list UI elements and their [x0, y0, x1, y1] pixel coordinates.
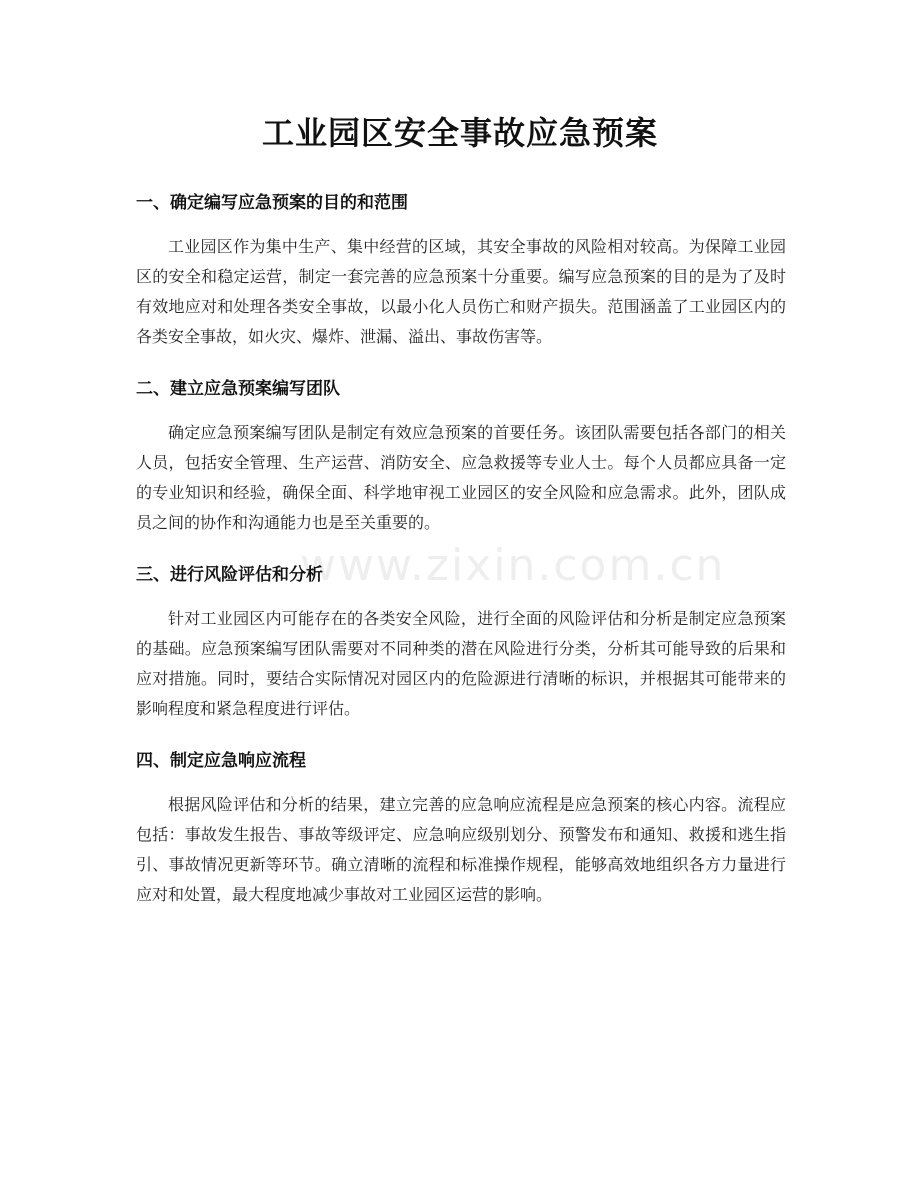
section-team	[136, 372, 786, 538]
section-heading: 一、确定编写应急预案的目的和范围	[136, 193, 408, 213]
section-paragraph: 确定应急预案编写团队是制定有效应急预案的首要任务。该团队需要包括各部门的相关人员，包括安全管理、生产运营、消防安全、应急救援等专业人士。每个人员都应具备一定的专业知识和经验，确保全面、科学地审视工业园区的安全风险和应急需求。此外，团队成员之间的协作和沟通能力也是至关重要的。	[136, 423, 786, 532]
section-heading: 二、建立应急预案编写团队	[136, 379, 340, 399]
document-body	[136, 186, 786, 930]
document-title: 工业园区安全事故应急预案	[261, 114, 658, 152]
section-paragraph: 针对工业园区内可能存在的各类安全风险，进行全面的风险评估和分析是制定应急预案的基础。应急预案编写团队需要对不同种类的潜在风险进行分类，分析其可能导致的后果和应对措施。同时，要结合实际情况对园区内的危险源进行清晰的标识，并根据其可能带来的影响程度和紧急程度进行评估。	[136, 609, 786, 718]
section-paragraph: 工业园区作为集中生产、集中经营的区域，其安全事故的风险相对较高。为保障工业园区的安全和稳定运营，制定一套完善的应急预案十分重要。编写应急预案的目的是为了及时有效地应对和处理各类安全事故，以最小化人员伤亡和财产损失。范围涵盖了工业园区内的各类安全事故，如火灾、爆炸、泄漏、溢出、事故伤害等。	[136, 237, 786, 346]
section-response-process	[136, 744, 786, 910]
section-heading: 四、制定应急响应流程	[136, 751, 306, 771]
section-purpose-scope	[136, 186, 786, 352]
section-heading: 三、进行风险评估和分析	[136, 565, 323, 585]
watermark: www.zixin.com.cn	[300, 540, 726, 591]
section-risk-assessment	[136, 558, 786, 724]
section-paragraph: 根据风险评估和分析的结果，建立完善的应急响应流程是应急预案的核心内容。流程应包括：事故发生报告、事故等级评定、应急响应级别划分、预警发布和通知、救援和逃生指引、事故情况更新等环节。确立清晰的流程和标准操作规程，能够高效地组织各方力量进行应对和处置，最大程度地减少事故对工业园区运营的影响。	[136, 795, 786, 904]
